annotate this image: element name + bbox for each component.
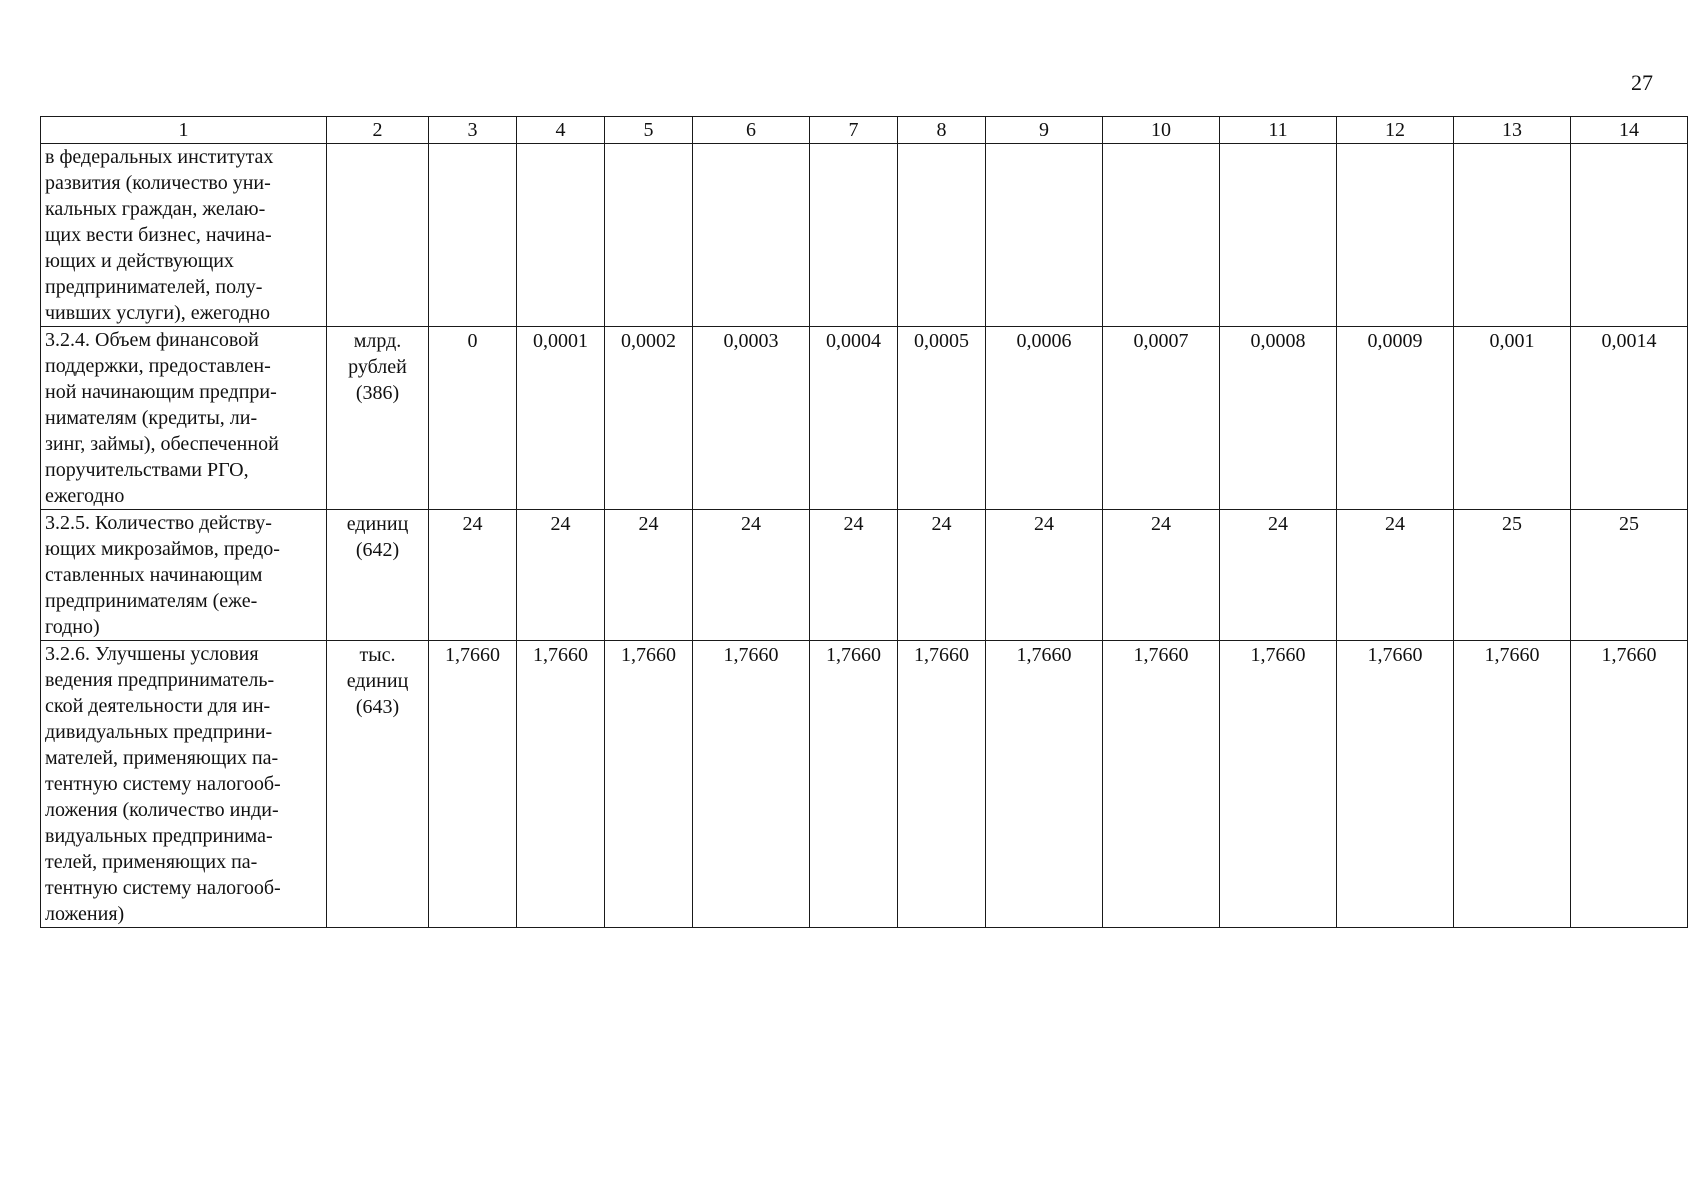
unit-cell: единиц (642) [327, 510, 429, 641]
column-header: 1 [41, 117, 327, 144]
indicators-table [40, 116, 1688, 928]
column-header: 6 [693, 117, 810, 144]
value-cell: 0,0005 [898, 327, 986, 510]
value-cell [1571, 144, 1688, 327]
value-cell: 0,0002 [605, 327, 693, 510]
value-cell: 24 [810, 510, 898, 641]
value-cell: 0,0009 [1337, 327, 1454, 510]
value-cell: 24 [693, 510, 810, 641]
value-cell [1454, 144, 1571, 327]
value-cell [1220, 144, 1337, 327]
value-cell: 0,0001 [517, 327, 605, 510]
value-cell: 24 [429, 510, 517, 641]
value-cell: 0,0007 [1103, 327, 1220, 510]
value-cell: 0,0006 [986, 327, 1103, 510]
table-row [41, 144, 1688, 327]
indicator-description: 3.2.5. Количество действу- ющих микрозаймов, предо- ставленных начинающим предпринимателям (еже- годно) [41, 510, 327, 641]
table-row [41, 641, 1688, 928]
value-cell: 0 [429, 327, 517, 510]
value-cell: 1,7660 [1337, 641, 1454, 928]
column-header: 5 [605, 117, 693, 144]
value-cell: 1,7660 [517, 641, 605, 928]
column-header: 7 [810, 117, 898, 144]
indicator-description: в федеральных институтах развития (количество уни- кальных граждан, желаю- щих вести бизнес, начина- ющих и действующих предпринимателей, полу- чивших услуги), ежегодно [41, 144, 327, 327]
value-cell [693, 144, 810, 327]
value-cell [1103, 144, 1220, 327]
value-cell: 1,7660 [1571, 641, 1688, 928]
value-cell: 1,7660 [605, 641, 693, 928]
header-row [41, 117, 1688, 144]
indicator-description: 3.2.6. Улучшены условия ведения предприниматель- ской деятельности для ин- дивидуальных предприни- мателей, применяющих па- тентную систему налогооб- ложения (количество инди- видуальных предпринима- телей, применяющих па- тентную систему налогооб- ложения) [41, 641, 327, 928]
column-header: 14 [1571, 117, 1688, 144]
value-cell: 24 [1103, 510, 1220, 641]
column-header: 8 [898, 117, 986, 144]
value-cell: 1,7660 [1220, 641, 1337, 928]
column-header: 10 [1103, 117, 1220, 144]
value-cell: 1,7660 [810, 641, 898, 928]
column-header: 12 [1337, 117, 1454, 144]
unit-cell: тыс. единиц (643) [327, 641, 429, 928]
value-cell: 1,7660 [986, 641, 1103, 928]
value-cell [898, 144, 986, 327]
value-cell: 24 [898, 510, 986, 641]
unit-cell: млрд. рублей (386) [327, 327, 429, 510]
value-cell [986, 144, 1103, 327]
value-cell: 1,7660 [1454, 641, 1571, 928]
value-cell: 0,0003 [693, 327, 810, 510]
value-cell: 1,7660 [429, 641, 517, 928]
value-cell [810, 144, 898, 327]
value-cell: 25 [1571, 510, 1688, 641]
column-header: 3 [429, 117, 517, 144]
column-header: 9 [986, 117, 1103, 144]
column-header: 4 [517, 117, 605, 144]
value-cell: 24 [986, 510, 1103, 641]
value-cell: 1,7660 [1103, 641, 1220, 928]
value-cell: 1,7660 [693, 641, 810, 928]
value-cell [1337, 144, 1454, 327]
column-header: 13 [1454, 117, 1571, 144]
value-cell: 0,0004 [810, 327, 898, 510]
value-cell: 1,7660 [898, 641, 986, 928]
value-cell [605, 144, 693, 327]
indicator-description: 3.2.4. Объем финансовой поддержки, предоставлен- ной начинающим предпри- нимателям (кредиты, ли- зинг, займы), обеспеченной поручительствами РГО, ежегодно [41, 327, 327, 510]
value-cell: 0,001 [1454, 327, 1571, 510]
value-cell [429, 144, 517, 327]
value-cell [517, 144, 605, 327]
page-number: 27 [1631, 70, 1653, 95]
value-cell: 0,0008 [1220, 327, 1337, 510]
table-row [41, 510, 1688, 641]
table-row [41, 327, 1688, 510]
value-cell: 25 [1454, 510, 1571, 641]
value-cell: 24 [1220, 510, 1337, 641]
value-cell: 24 [605, 510, 693, 641]
value-cell: 0,0014 [1571, 327, 1688, 510]
column-header: 2 [327, 117, 429, 144]
column-header: 11 [1220, 117, 1337, 144]
value-cell: 24 [1337, 510, 1454, 641]
value-cell: 24 [517, 510, 605, 641]
unit-cell [327, 144, 429, 327]
